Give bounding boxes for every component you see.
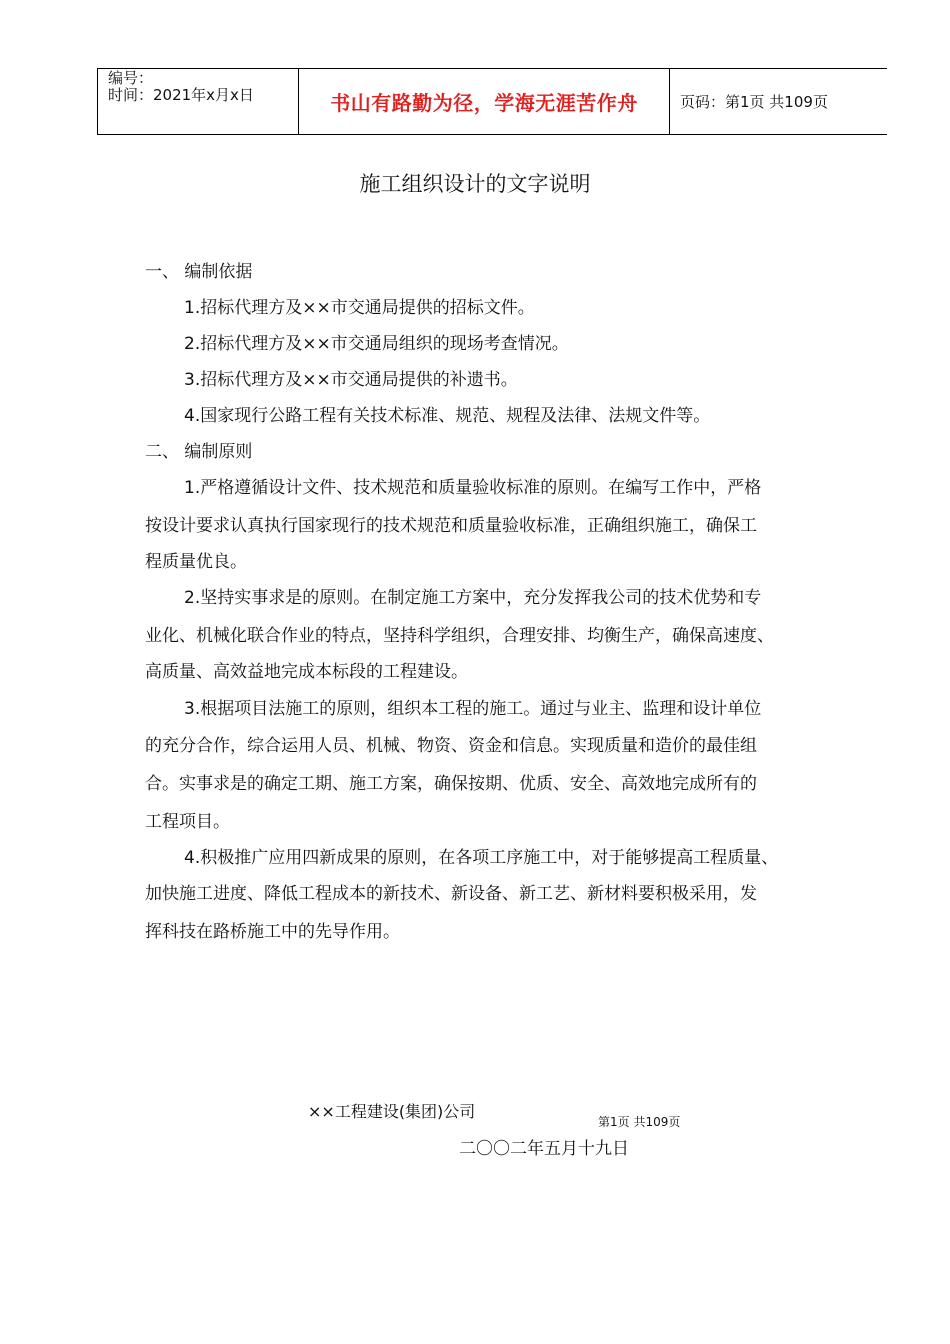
basis-item: 3.招标代理方及××市交通局提供的补遗书。 — [184, 370, 518, 390]
section-heading-principles: 二、 编制原则 — [145, 442, 253, 462]
principle-4-line: 4.积极推广应用四新成果的原则，在各项工序施工中，对于能够提高工程质量、 — [184, 848, 779, 868]
principle-3-line: 工程项目。 — [145, 812, 230, 832]
principle-4-line: 加快施工进度、降低工程成本的新技术、新设备、新工艺、新材料要积极采用，发 — [145, 884, 757, 904]
principle-1-line: 1.严格遵循设计文件、技术规范和质量验收标准的原则。在编写工作中，严格 — [184, 478, 762, 498]
principle-4-line: 挥科技在路桥施工中的先导作用。 — [145, 922, 400, 942]
principle-1-line: 程质量优良。 — [145, 552, 247, 572]
footer-company-name: ××工程建设(集团)公司 — [308, 1102, 476, 1121]
principle-3-line: 合。实事求是的确定工期、施工方案，确保按期、优质、安全、高效地完成所有的 — [145, 774, 757, 794]
principle-2-line: 业化、机械化联合作业的特点，坚持科学组织，合理安排、均衡生产，确保高速度、 — [145, 626, 774, 646]
principle-2-line: 高质量、高效益地完成本标段的工程建设。 — [145, 662, 468, 682]
header-meta-cell — [98, 69, 299, 134]
header-page-number: 页码：第1页 共109页 — [680, 93, 828, 111]
principle-3-line: 的充分合作，综合运用人员、机械、物资、资金和信息。实现质量和造价的最佳组 — [145, 736, 757, 756]
principle-3-line: 3.根据项目法施工的原则，组织本工程的施工。通过与业主、监理和设计单位 — [184, 699, 762, 719]
document-title: 施工组织设计的文字说明 — [359, 172, 591, 196]
header-motto-cell — [299, 69, 670, 134]
section-heading-basis: 一、 编制依据 — [145, 262, 253, 282]
footer-date: 二〇〇二年五月十九日 — [459, 1139, 629, 1159]
principle-1-line: 按设计要求认真执行国家现行的技术规范和质量验收标准，正确组织施工，确保工 — [145, 516, 757, 536]
principle-2-line: 2.坚持实事求是的原则。在制定施工方案中，充分发挥我公司的技术优势和专 — [184, 588, 762, 608]
document-header — [97, 68, 887, 135]
basis-item: 2.招标代理方及××市交通局组织的现场考查情况。 — [184, 334, 569, 354]
header-page-cell — [670, 69, 888, 134]
header-motto: 书山有路勤为径，学海无涯苦作舟 — [330, 91, 638, 115]
document-number-label: 编号： — [108, 69, 154, 87]
document-time-label: 时间：2021年x月x日 — [108, 86, 254, 104]
footer-page-number: 第1页 共109页 — [598, 1115, 681, 1129]
basis-item: 1.招标代理方及××市交通局提供的招标文件。 — [184, 298, 535, 318]
basis-item: 4.国家现行公路工程有关技术标准、规范、规程及法律、法规文件等。 — [184, 406, 711, 426]
